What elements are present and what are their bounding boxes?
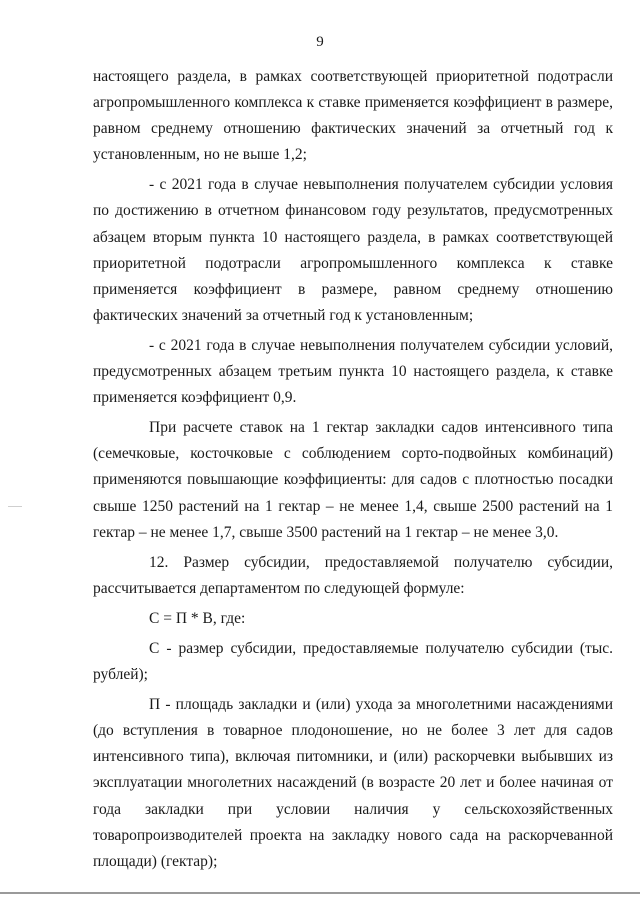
- paragraph-definition-c: С - размер субсидии, предоставляемые получателю субсидии (тыс. рублей);: [93, 639, 613, 684]
- paragraph-formula: С = П * В, где:: [149, 609, 246, 627]
- scan-edge-mark: [8, 506, 22, 507]
- paragraph-section-12: 12. Размер субсидии, предоставляемой получателю субсидии, рассчитывается департаментом по следующей формуле:: [93, 553, 613, 597]
- paragraph-coefficient-1-2: настоящего раздела, в рамках соответствующей приоритетной подотрасли агропромышленного комплекса к ставке применяется коэффициент в размере, равном среднему отношению фактических значений за отчетный год к установленным, но не выше 1,2;: [93, 68, 613, 164]
- paragraph-intensive-gardens: При расчете ставок на 1 гектар закладки садов интенсивного типа (семечковые, косточковые с соблюдением сорто-подвойных комбинаций) применяются повышающие коэффициенты: для садов с плотностью посадки свыше 1250 растений на 1 гектар – не менее 1,4, свыше 2500 растений на 1 гектар – не менее 1,7, свыше 3500 растений на 1 гектар – не менее 3,0.: [93, 419, 613, 541]
- paragraph-definition-p: П - площадь закладки и (или) ухода за многолетними насаждениями (до вступления в товарное плодоношение, но не более 3 лет для садов интенсивного типа), включая питомники, и (или) раскорчевки выбывших из эксплуатации многолетних насаждений (в возрасте 20 лет и более начиная от года закладки при условии наличия у сельскохозяйственных товаропроизводителей проекта на закладку нового сада на раскорчеванной площади) (гектар);: [93, 696, 613, 870]
- paragraph-results-condition: - с 2021 года в случае невыполнения получателем субсидии условия по достижению в отчетном финансовом году результатов, предусмотренных абзацем вторым пункта 10 настоящего раздела, в рамках соответствующей приоритетной подотрасли агропромышленного комплекса к ставке применяется коэффициент в размере, равном среднему отношению фактических значений за отчетный год к установленным;: [93, 176, 613, 324]
- document-body: [93, 64, 613, 875]
- page-number: 9: [316, 34, 324, 50]
- bottom-rule: [0, 892, 640, 894]
- paragraph-coefficient-0-9: - с 2021 года в случае невыполнения получателем субсидии условий, предусмотренных абзацем третьим пункта 10 настоящего раздела, к ставке применяется коэффициент 0,9.: [93, 336, 613, 407]
